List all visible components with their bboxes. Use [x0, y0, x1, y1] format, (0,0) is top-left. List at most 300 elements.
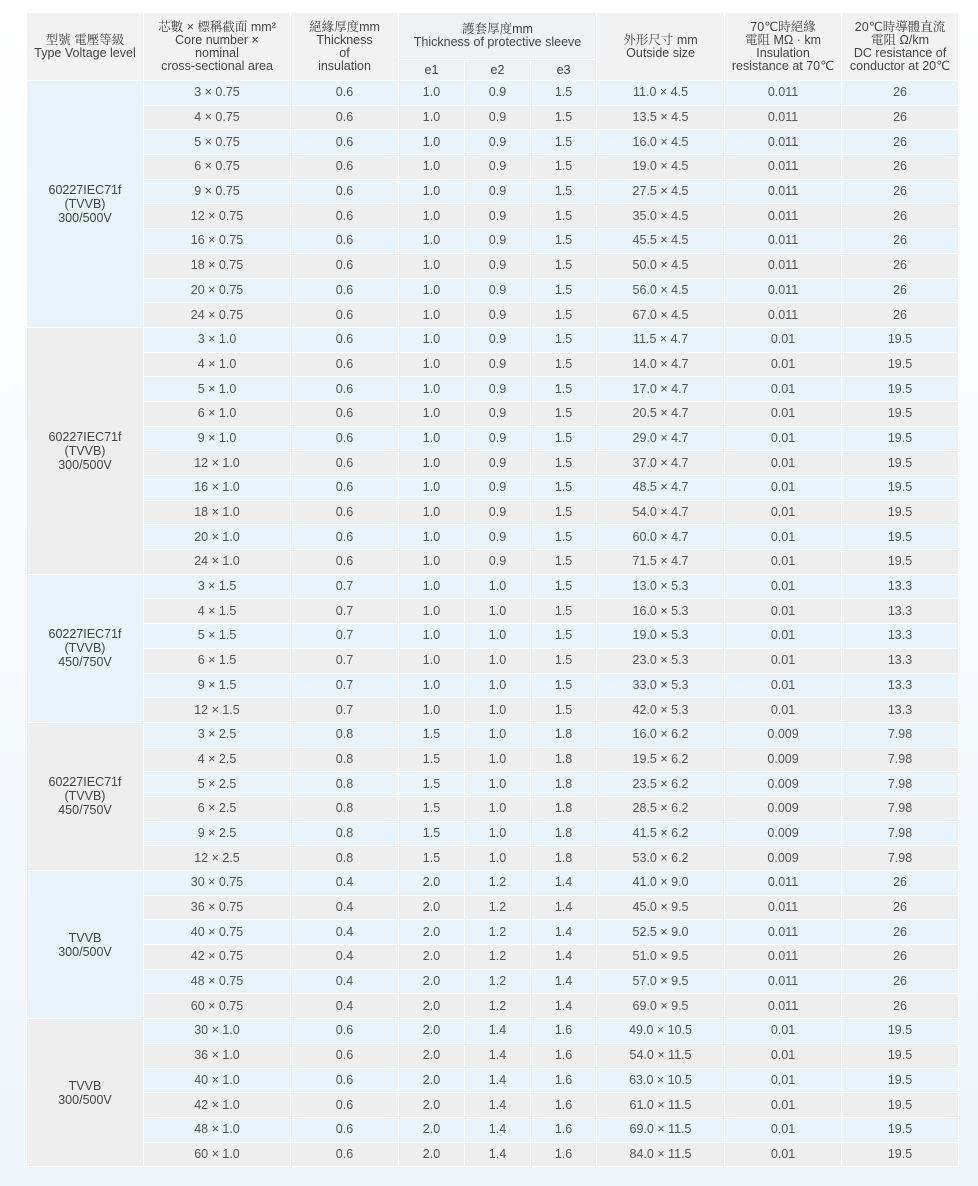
e3-cell: 1.8 [531, 846, 597, 871]
insulation-resistance-cell: 0.011 [725, 105, 842, 130]
header-e2: e2 [465, 60, 531, 81]
table-row [27, 871, 959, 896]
insulation-thickness-cell: 0.8 [291, 722, 399, 747]
e1-cell: 1.0 [399, 155, 465, 180]
table-row [27, 846, 959, 871]
insulation-resistance-cell: 0.01 [725, 1117, 842, 1142]
type-voltage-line: 300/500V [58, 457, 112, 472]
outside-size-cell: 11.0 × 4.5 [597, 81, 725, 106]
core-area-cell: 12 × 0.75 [144, 204, 291, 229]
insulation-thickness-cell: 0.4 [291, 969, 399, 994]
e1-cell: 1.0 [399, 451, 465, 476]
e1-cell: 1.0 [399, 204, 465, 229]
core-area-cell: 6 × 2.5 [144, 796, 291, 821]
insulation-resistance-cell: 0.011 [725, 155, 842, 180]
type-voltage-line: TVVB [68, 930, 102, 945]
table-row [27, 747, 959, 772]
e2-cell: 1.4 [465, 1068, 531, 1093]
table-row [27, 155, 959, 180]
outside-size-cell: 11.5 × 4.7 [597, 327, 725, 352]
outside-size-cell: 67.0 × 4.5 [597, 303, 725, 328]
e3-cell: 1.8 [531, 722, 597, 747]
e1-cell: 2.0 [399, 1093, 465, 1118]
outside-size-cell: 57.0 × 9.5 [597, 969, 725, 994]
dc-resistance-cell: 13.3 [842, 673, 959, 698]
table-row [27, 204, 959, 229]
outside-size-cell: 54.0 × 4.7 [597, 500, 725, 525]
core-area-cell: 4 × 0.75 [144, 105, 291, 130]
e1-cell: 2.0 [399, 1117, 465, 1142]
e3-cell: 1.5 [531, 377, 597, 402]
table-row [27, 130, 959, 155]
header-dc-resistance: 20℃時導體直流 電阻 Ω/km DC resistance of conductor at 20℃ [842, 13, 959, 81]
dc-resistance-cell: 26 [842, 994, 959, 1019]
insulation-thickness-cell: 0.6 [291, 1117, 399, 1142]
e3-cell: 1.5 [531, 451, 597, 476]
outside-size-cell: 52.5 × 9.0 [597, 920, 725, 945]
e3-cell: 1.5 [531, 599, 597, 624]
core-area-cell: 6 × 1.5 [144, 648, 291, 673]
table-row [27, 796, 959, 821]
e1-cell: 1.0 [399, 648, 465, 673]
insulation-resistance-cell: 0.011 [725, 253, 842, 278]
insulation-thickness-cell: 0.4 [291, 945, 399, 970]
outside-size-cell: 42.0 × 5.3 [597, 698, 725, 723]
insulation-thickness-cell: 0.6 [291, 525, 399, 550]
e3-cell: 1.6 [531, 1117, 597, 1142]
table-row [27, 772, 959, 797]
insulation-thickness-cell: 0.6 [291, 327, 399, 352]
insulation-resistance-cell: 0.01 [725, 648, 842, 673]
table-row [27, 179, 959, 204]
dc-resistance-cell: 7.98 [842, 796, 959, 821]
table-row [27, 1093, 959, 1118]
e2-cell: 0.9 [465, 253, 531, 278]
outside-size-cell: 50.0 × 4.5 [597, 253, 725, 278]
outside-size-cell: 37.0 × 4.7 [597, 451, 725, 476]
insulation-thickness-cell: 0.6 [291, 426, 399, 451]
insulation-thickness-cell: 0.8 [291, 846, 399, 871]
dc-resistance-cell: 13.3 [842, 599, 959, 624]
outside-size-cell: 41.0 × 9.0 [597, 871, 725, 896]
table-row [27, 303, 959, 328]
insulation-resistance-cell: 0.011 [725, 969, 842, 994]
core-area-cell: 9 × 1.5 [144, 673, 291, 698]
insulation-thickness-cell: 0.7 [291, 574, 399, 599]
outside-size-cell: 16.0 × 5.3 [597, 599, 725, 624]
type-voltage-cell [27, 871, 144, 1019]
e2-cell: 1.0 [465, 574, 531, 599]
insulation-thickness-cell: 0.6 [291, 1019, 399, 1044]
outside-size-cell: 29.0 × 4.7 [597, 426, 725, 451]
table-body [27, 81, 959, 1167]
e1-cell: 2.0 [399, 920, 465, 945]
outside-size-cell: 27.5 × 4.5 [597, 179, 725, 204]
e1-cell: 2.0 [399, 871, 465, 896]
core-area-cell: 6 × 0.75 [144, 155, 291, 180]
e2-cell: 1.0 [465, 846, 531, 871]
core-area-cell: 36 × 0.75 [144, 895, 291, 920]
cable-spec-table [26, 12, 959, 1167]
dc-resistance-cell: 19.5 [842, 451, 959, 476]
insulation-thickness-cell: 0.8 [291, 772, 399, 797]
dc-resistance-cell: 26 [842, 278, 959, 303]
insulation-thickness-cell: 0.8 [291, 747, 399, 772]
e3-cell: 1.5 [531, 155, 597, 180]
type-voltage-line: 60227IEC71f [48, 775, 122, 790]
e2-cell: 1.2 [465, 994, 531, 1019]
e2-cell: 1.2 [465, 895, 531, 920]
dc-resistance-cell: 19.5 [842, 1068, 959, 1093]
type-voltage-line: (TVVB) [64, 443, 106, 458]
core-area-cell: 60 × 1.0 [144, 1142, 291, 1167]
insulation-resistance-cell: 0.01 [725, 500, 842, 525]
e1-cell: 2.0 [399, 1068, 465, 1093]
dc-resistance-cell: 26 [842, 130, 959, 155]
table-row [27, 253, 959, 278]
table-row [27, 105, 959, 130]
table-row [27, 895, 959, 920]
e1-cell: 1.0 [399, 278, 465, 303]
e2-cell: 0.9 [465, 81, 531, 106]
e1-cell: 2.0 [399, 994, 465, 1019]
e2-cell: 0.9 [465, 500, 531, 525]
dc-resistance-cell: 19.5 [842, 426, 959, 451]
insulation-resistance-cell: 0.01 [725, 574, 842, 599]
core-area-cell: 4 × 1.0 [144, 352, 291, 377]
header-e1: e1 [399, 60, 465, 81]
insulation-resistance-cell: 0.011 [725, 895, 842, 920]
dc-resistance-cell: 19.5 [842, 1117, 959, 1142]
table-row [27, 1068, 959, 1093]
e1-cell: 1.5 [399, 722, 465, 747]
outside-size-cell: 13.5 × 4.5 [597, 105, 725, 130]
insulation-thickness-cell: 0.6 [291, 352, 399, 377]
dc-resistance-cell: 19.5 [842, 1043, 959, 1068]
insulation-thickness-cell: 0.6 [291, 81, 399, 106]
table-row [27, 525, 959, 550]
e1-cell: 1.0 [399, 574, 465, 599]
e3-cell: 1.6 [531, 1043, 597, 1068]
e3-cell: 1.4 [531, 895, 597, 920]
e3-cell: 1.4 [531, 969, 597, 994]
insulation-resistance-cell: 0.01 [725, 673, 842, 698]
insulation-thickness-cell: 0.6 [291, 1093, 399, 1118]
dc-resistance-cell: 19.5 [842, 352, 959, 377]
insulation-resistance-cell: 0.011 [725, 994, 842, 1019]
outside-size-cell: 41.5 × 6.2 [597, 821, 725, 846]
core-area-cell: 16 × 1.0 [144, 476, 291, 501]
e1-cell: 2.0 [399, 1142, 465, 1167]
dc-resistance-cell: 26 [842, 895, 959, 920]
dc-resistance-cell: 26 [842, 303, 959, 328]
outside-size-cell: 19.0 × 4.5 [597, 155, 725, 180]
insulation-thickness-cell: 0.6 [291, 253, 399, 278]
dc-resistance-cell: 7.98 [842, 772, 959, 797]
e3-cell: 1.5 [531, 500, 597, 525]
e1-cell: 1.0 [399, 377, 465, 402]
type-voltage-line: (TVVB) [64, 789, 106, 804]
insulation-resistance-cell: 0.011 [725, 945, 842, 970]
type-voltage-line: 300/500V [58, 944, 112, 959]
table-row [27, 401, 959, 426]
type-voltage-line: 450/750V [58, 655, 112, 670]
core-area-cell: 40 × 0.75 [144, 920, 291, 945]
e2-cell: 1.0 [465, 772, 531, 797]
header-e3: e3 [531, 60, 597, 81]
e2-cell: 1.4 [465, 1043, 531, 1068]
dc-resistance-cell: 26 [842, 204, 959, 229]
e1-cell: 1.0 [399, 105, 465, 130]
outside-size-cell: 71.5 × 4.7 [597, 550, 725, 575]
e1-cell: 1.0 [399, 81, 465, 106]
table-row [27, 377, 959, 402]
header-sleeve-thickness: 護套厚度mm Thickness of protective sleeve [399, 13, 597, 60]
core-area-cell: 3 × 1.5 [144, 574, 291, 599]
outside-size-cell: 23.0 × 5.3 [597, 648, 725, 673]
core-area-cell: 42 × 1.0 [144, 1093, 291, 1118]
e1-cell: 1.0 [399, 550, 465, 575]
table-row [27, 500, 959, 525]
e1-cell: 1.0 [399, 599, 465, 624]
insulation-resistance-cell: 0.011 [725, 229, 842, 254]
e1-cell: 2.0 [399, 945, 465, 970]
table-row [27, 599, 959, 624]
table-row [27, 920, 959, 945]
e3-cell: 1.5 [531, 698, 597, 723]
dc-resistance-cell: 19.5 [842, 1093, 959, 1118]
insulation-thickness-cell: 0.6 [291, 179, 399, 204]
core-area-cell: 48 × 0.75 [144, 969, 291, 994]
dc-resistance-cell: 13.3 [842, 648, 959, 673]
header-outside-size: 外形尺寸 mm Outside size [597, 13, 725, 81]
core-area-cell: 30 × 1.0 [144, 1019, 291, 1044]
core-area-cell: 30 × 0.75 [144, 871, 291, 896]
header-type-voltage: 型號 電壓等級 Type Voltage level [27, 13, 144, 81]
insulation-resistance-cell: 0.011 [725, 871, 842, 896]
insulation-resistance-cell: 0.01 [725, 352, 842, 377]
e2-cell: 1.0 [465, 796, 531, 821]
dc-resistance-cell: 7.98 [842, 846, 959, 871]
core-area-cell: 36 × 1.0 [144, 1043, 291, 1068]
core-area-cell: 48 × 1.0 [144, 1117, 291, 1142]
table-row [27, 994, 959, 1019]
insulation-thickness-cell: 0.6 [291, 1068, 399, 1093]
insulation-thickness-cell: 0.6 [291, 130, 399, 155]
e2-cell: 1.0 [465, 698, 531, 723]
dc-resistance-cell: 19.5 [842, 1142, 959, 1167]
dc-resistance-cell: 19.5 [842, 327, 959, 352]
dc-resistance-cell: 19.5 [842, 476, 959, 501]
table-row [27, 624, 959, 649]
insulation-resistance-cell: 0.011 [725, 204, 842, 229]
type-voltage-cell [27, 327, 144, 574]
e3-cell: 1.5 [531, 426, 597, 451]
dc-resistance-cell: 26 [842, 920, 959, 945]
dc-resistance-cell: 26 [842, 105, 959, 130]
e2-cell: 0.9 [465, 550, 531, 575]
e2-cell: 0.9 [465, 377, 531, 402]
dc-resistance-cell: 7.98 [842, 821, 959, 846]
e1-cell: 1.0 [399, 303, 465, 328]
e3-cell: 1.5 [531, 303, 597, 328]
e2-cell: 1.0 [465, 599, 531, 624]
e3-cell: 1.6 [531, 1068, 597, 1093]
e1-cell: 1.0 [399, 426, 465, 451]
dc-resistance-cell: 19.5 [842, 401, 959, 426]
core-area-cell: 5 × 1.5 [144, 624, 291, 649]
e3-cell: 1.6 [531, 1019, 597, 1044]
table-row [27, 969, 959, 994]
insulation-resistance-cell: 0.01 [725, 401, 842, 426]
e1-cell: 1.0 [399, 401, 465, 426]
core-area-cell: 40 × 1.0 [144, 1068, 291, 1093]
insulation-resistance-cell: 0.009 [725, 722, 842, 747]
dc-resistance-cell: 26 [842, 179, 959, 204]
type-voltage-cell [27, 574, 144, 722]
outside-size-cell: 60.0 × 4.7 [597, 525, 725, 550]
e2-cell: 1.2 [465, 945, 531, 970]
insulation-resistance-cell: 0.01 [725, 377, 842, 402]
header-insulation-thickness: 絕緣厚度mm Thickness of insulation [291, 13, 399, 81]
outside-size-cell: 45.0 × 9.5 [597, 895, 725, 920]
type-voltage-line: 60227IEC71f [48, 429, 122, 444]
table-row [27, 1142, 959, 1167]
dc-resistance-cell: 7.98 [842, 722, 959, 747]
outside-size-cell: 16.0 × 4.5 [597, 130, 725, 155]
insulation-resistance-cell: 0.011 [725, 278, 842, 303]
dc-resistance-cell: 26 [842, 229, 959, 254]
table-row [27, 698, 959, 723]
table-row [27, 476, 959, 501]
e3-cell: 1.8 [531, 747, 597, 772]
insulation-thickness-cell: 0.7 [291, 673, 399, 698]
outside-size-cell: 33.0 × 5.3 [597, 673, 725, 698]
e2-cell: 1.4 [465, 1142, 531, 1167]
insulation-thickness-cell: 0.6 [291, 500, 399, 525]
e3-cell: 1.6 [531, 1142, 597, 1167]
header-core-area: 芯數 × 標稱截面 mm² Core number × nominal cross-sectional area [144, 13, 291, 81]
insulation-thickness-cell: 0.6 [291, 105, 399, 130]
table-row [27, 426, 959, 451]
dc-resistance-cell: 19.5 [842, 1019, 959, 1044]
e2-cell: 0.9 [465, 179, 531, 204]
e3-cell: 1.5 [531, 574, 597, 599]
core-area-cell: 24 × 0.75 [144, 303, 291, 328]
e1-cell: 1.5 [399, 747, 465, 772]
type-voltage-line: 300/500V [58, 210, 112, 225]
insulation-resistance-cell: 0.01 [725, 1019, 842, 1044]
outside-size-cell: 54.0 × 11.5 [597, 1043, 725, 1068]
type-voltage-line: (TVVB) [64, 196, 106, 211]
outside-size-cell: 17.0 × 4.7 [597, 377, 725, 402]
type-voltage-line: (TVVB) [64, 641, 106, 656]
core-area-cell: 12 × 2.5 [144, 846, 291, 871]
e1-cell: 1.0 [399, 130, 465, 155]
e1-cell: 2.0 [399, 969, 465, 994]
insulation-resistance-cell: 0.01 [725, 476, 842, 501]
insulation-thickness-cell: 0.6 [291, 401, 399, 426]
type-voltage-line: TVVB [68, 1078, 102, 1093]
e1-cell: 1.5 [399, 796, 465, 821]
e2-cell: 1.4 [465, 1093, 531, 1118]
outside-size-cell: 84.0 × 11.5 [597, 1142, 725, 1167]
table-row [27, 550, 959, 575]
insulation-resistance-cell: 0.009 [725, 821, 842, 846]
dc-resistance-cell: 13.3 [842, 574, 959, 599]
core-area-cell: 60 × 0.75 [144, 994, 291, 1019]
e1-cell: 1.0 [399, 525, 465, 550]
outside-size-cell: 14.0 × 4.7 [597, 352, 725, 377]
dc-resistance-cell: 26 [842, 945, 959, 970]
outside-size-cell: 19.0 × 5.3 [597, 624, 725, 649]
e2-cell: 1.2 [465, 871, 531, 896]
table-row [27, 451, 959, 476]
insulation-resistance-cell: 0.01 [725, 525, 842, 550]
insulation-thickness-cell: 0.6 [291, 155, 399, 180]
insulation-thickness-cell: 0.7 [291, 698, 399, 723]
table-row [27, 229, 959, 254]
insulation-resistance-cell: 0.011 [725, 130, 842, 155]
dc-resistance-cell: 19.5 [842, 550, 959, 575]
outside-size-cell: 35.0 × 4.5 [597, 204, 725, 229]
insulation-resistance-cell: 0.01 [725, 698, 842, 723]
table-row [27, 648, 959, 673]
e3-cell: 1.5 [531, 401, 597, 426]
insulation-resistance-cell: 0.011 [725, 303, 842, 328]
e2-cell: 1.0 [465, 722, 531, 747]
type-voltage-line: 60227IEC71f [48, 182, 122, 197]
type-voltage-cell [27, 1019, 144, 1167]
e1-cell: 1.0 [399, 698, 465, 723]
e2-cell: 1.2 [465, 920, 531, 945]
e2-cell: 1.0 [465, 821, 531, 846]
table-row [27, 1117, 959, 1142]
table-row [27, 81, 959, 106]
table-row [27, 945, 959, 970]
e1-cell: 1.5 [399, 846, 465, 871]
insulation-resistance-cell: 0.01 [725, 550, 842, 575]
e3-cell: 1.5 [531, 130, 597, 155]
e2-cell: 1.0 [465, 624, 531, 649]
insulation-thickness-cell: 0.4 [291, 994, 399, 1019]
insulation-resistance-cell: 0.009 [725, 796, 842, 821]
e1-cell: 1.0 [399, 229, 465, 254]
core-area-cell: 20 × 1.0 [144, 525, 291, 550]
type-voltage-line: 450/750V [58, 803, 112, 818]
e1-cell: 1.0 [399, 179, 465, 204]
table-row [27, 1019, 959, 1044]
insulation-resistance-cell: 0.01 [725, 426, 842, 451]
core-area-cell: 5 × 2.5 [144, 772, 291, 797]
type-voltage-line: 300/500V [58, 1092, 112, 1107]
e2-cell: 0.9 [465, 278, 531, 303]
outside-size-cell: 69.0 × 11.5 [597, 1117, 725, 1142]
e1-cell: 2.0 [399, 1019, 465, 1044]
outside-size-cell: 51.0 × 9.5 [597, 945, 725, 970]
core-area-cell: 42 × 0.75 [144, 945, 291, 970]
core-area-cell: 24 × 1.0 [144, 550, 291, 575]
insulation-resistance-cell: 0.01 [725, 599, 842, 624]
dc-resistance-cell: 26 [842, 969, 959, 994]
e3-cell: 1.4 [531, 871, 597, 896]
core-area-cell: 5 × 1.0 [144, 377, 291, 402]
e3-cell: 1.5 [531, 624, 597, 649]
dc-resistance-cell: 13.3 [842, 624, 959, 649]
insulation-resistance-cell: 0.01 [725, 451, 842, 476]
e2-cell: 0.9 [465, 476, 531, 501]
e3-cell: 1.4 [531, 994, 597, 1019]
